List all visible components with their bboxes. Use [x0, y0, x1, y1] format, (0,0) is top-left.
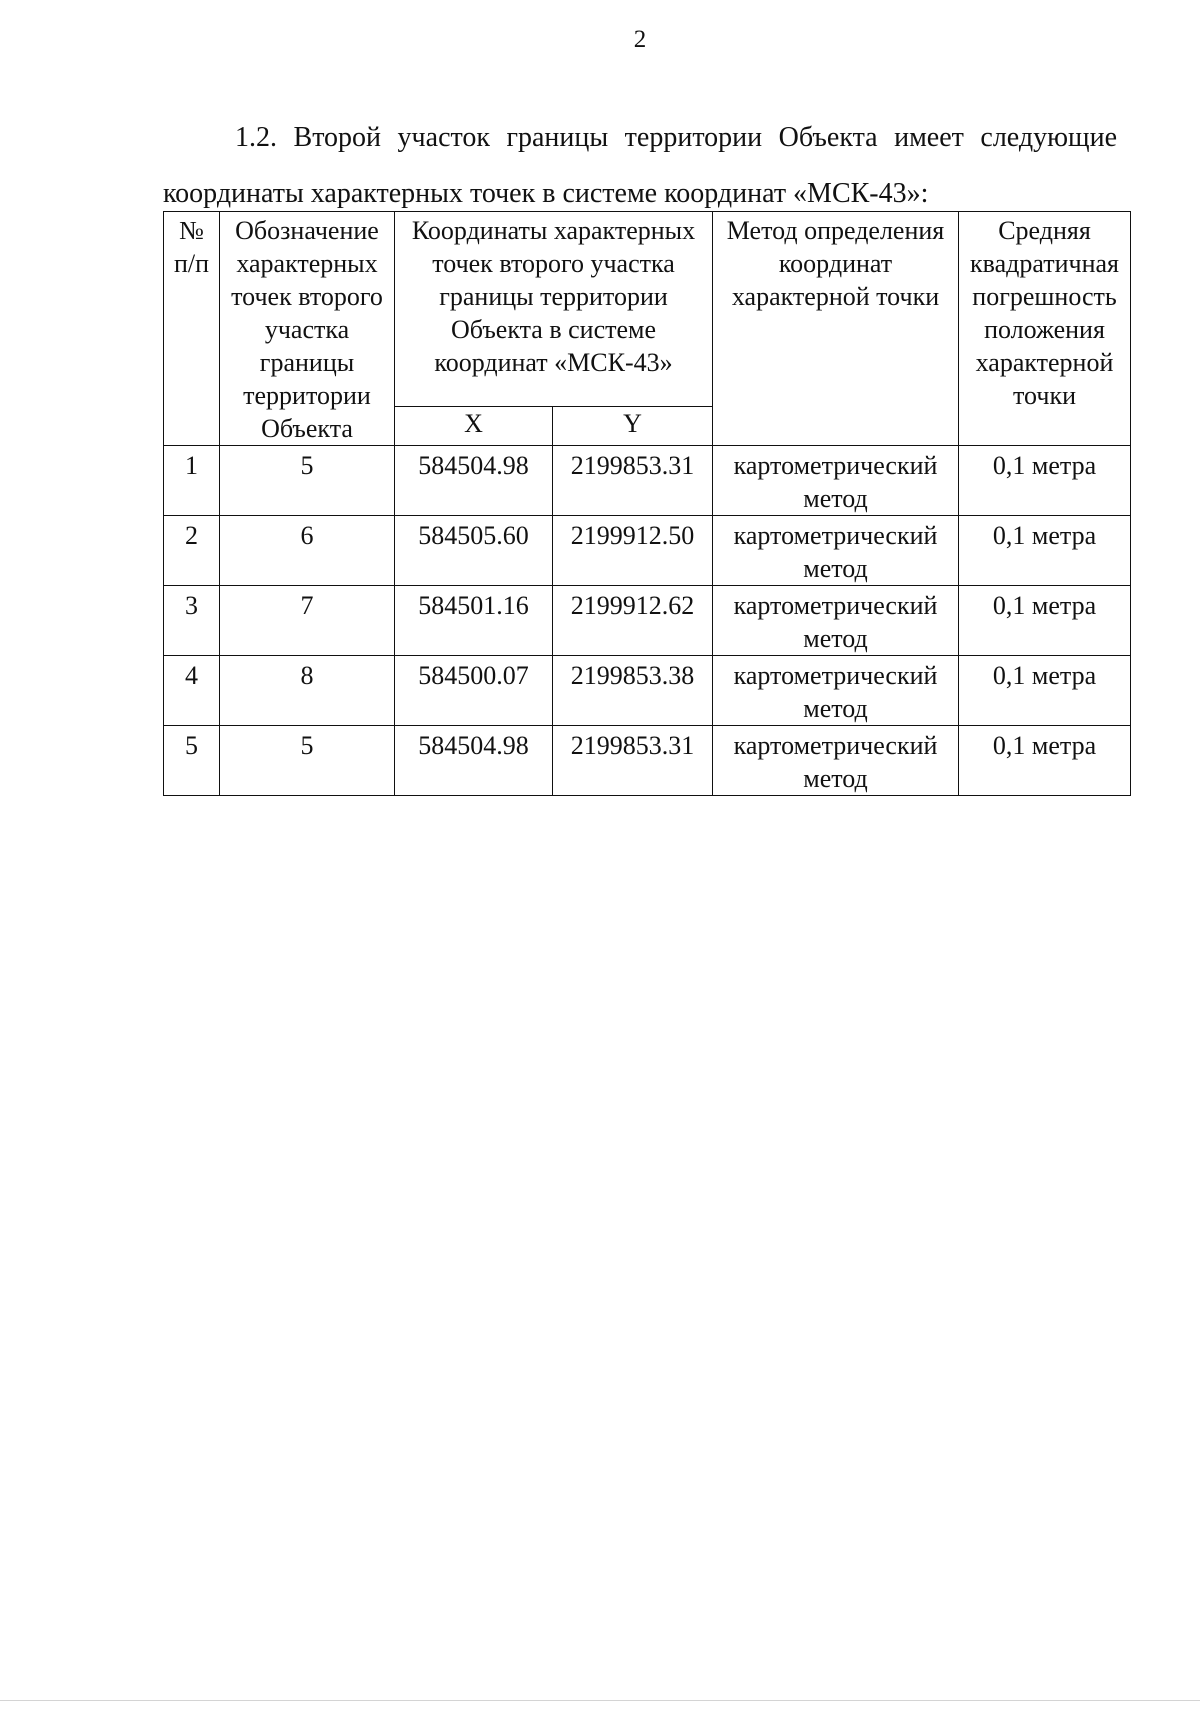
header-designation: Обозначение характерных точек второго участка границы территории Объекта: [220, 212, 395, 446]
header-num: № п/п: [164, 212, 220, 446]
cell-x: 584505.60: [395, 516, 553, 586]
table-row: [164, 656, 1131, 726]
cell-y: 2199853.38: [553, 656, 713, 726]
cell-point: 8: [220, 656, 395, 726]
cell-y: 2199912.62: [553, 586, 713, 656]
cell-num: 1: [164, 446, 220, 516]
cell-x: 584504.98: [395, 446, 553, 516]
page-number: 2: [633, 26, 647, 53]
table-row: [164, 446, 1131, 516]
cell-method: картометрический метод: [713, 446, 959, 516]
cell-num: 5: [164, 726, 220, 796]
cell-error: 0,1 метра: [959, 446, 1131, 516]
table-row: [164, 516, 1131, 586]
intro-paragraph: [163, 110, 1117, 222]
cell-point: 5: [220, 446, 395, 516]
cell-error: 0,1 метра: [959, 586, 1131, 656]
paragraph-line-2: координаты характерных точек в системе координат «МСК-43»:: [163, 178, 929, 209]
cell-x: 584501.16: [395, 586, 553, 656]
cell-point: 6: [220, 516, 395, 586]
table-row: [164, 586, 1131, 656]
header-method: Метод определения координат характерной точки: [713, 212, 959, 446]
cell-point: 5: [220, 726, 395, 796]
header-error: Средняя квадратичная погрешность положения характерной точки: [959, 212, 1131, 446]
cell-num: 3: [164, 586, 220, 656]
coordinates-table: [163, 211, 1131, 796]
table-row: [164, 726, 1131, 796]
cell-method: картометрический метод: [713, 726, 959, 796]
header-coordinates: Координаты характерных точек второго участка границы территории Объекта в системе координат «МСК-43»: [395, 212, 713, 407]
cell-error: 0,1 метра: [959, 516, 1131, 586]
cell-y: 2199912.50: [553, 516, 713, 586]
header-y: Y: [553, 406, 713, 445]
cell-method: картометрический метод: [713, 586, 959, 656]
cell-y: 2199853.31: [553, 726, 713, 796]
cell-x: 584504.98: [395, 726, 553, 796]
cell-x: 584500.07: [395, 656, 553, 726]
cell-error: 0,1 метра: [959, 656, 1131, 726]
cell-num: 2: [164, 516, 220, 586]
cell-method: картометрический метод: [713, 656, 959, 726]
cell-point: 7: [220, 586, 395, 656]
cell-num: 4: [164, 656, 220, 726]
cell-method: картометрический метод: [713, 516, 959, 586]
paragraph-line-1: 1.2. Второй участок границы территории Объекта имеет следующие: [235, 122, 1117, 153]
header-x: X: [395, 406, 553, 445]
cell-y: 2199853.31: [553, 446, 713, 516]
scan-edge-line: [0, 1700, 1200, 1701]
cell-error: 0,1 метра: [959, 726, 1131, 796]
